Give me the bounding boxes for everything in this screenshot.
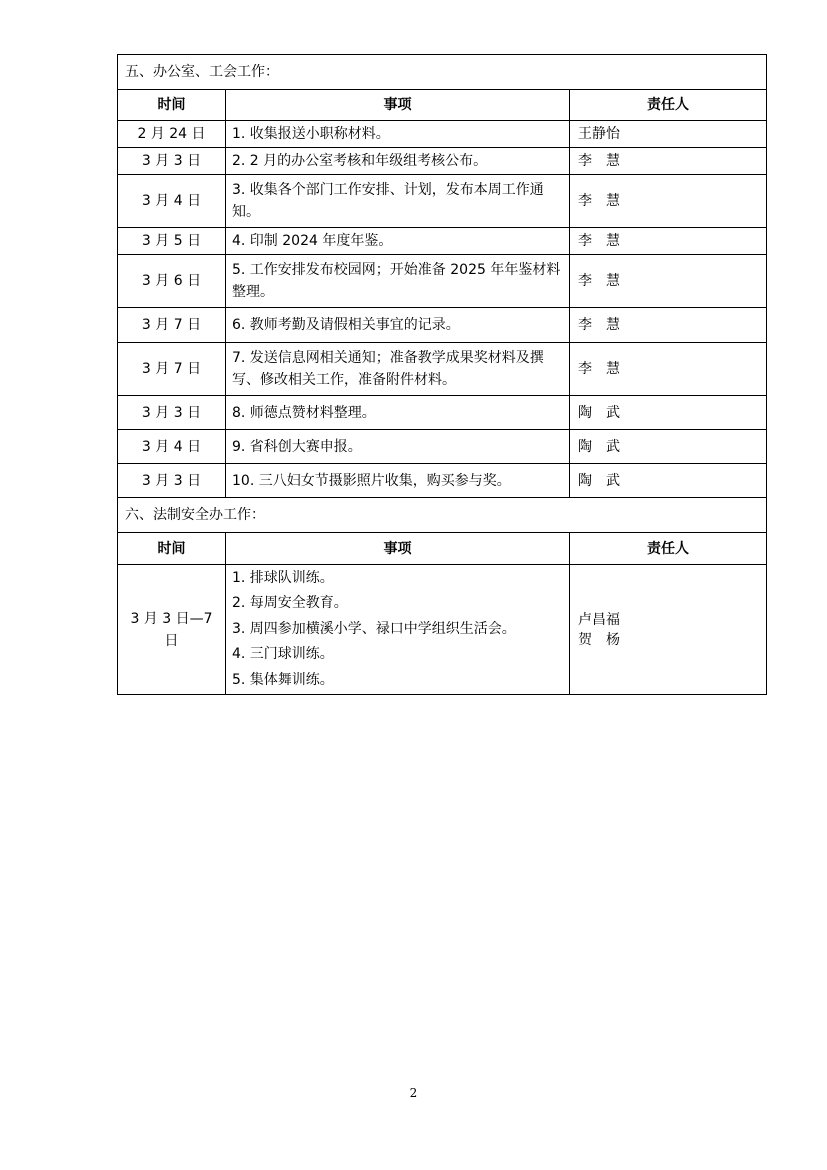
header-person: 责任人 (570, 533, 767, 565)
row-person: 李 慧 (570, 148, 767, 175)
section-5-title: 五、办公室、工会工作： (118, 55, 767, 90)
row-item: 3. 收集各个部门工作安排、计划，发布本周工作通知。 (226, 175, 570, 228)
work-schedule-table (117, 54, 767, 695)
table-row (118, 228, 767, 255)
list-item: 3. 周四参加横溪小学、禄口中学组织生活会。 (232, 620, 516, 637)
row-item: 8. 师德点赞材料整理。 (226, 396, 570, 430)
row-person: 陶 武 (570, 396, 767, 430)
row-person: 王静怡 (570, 121, 767, 148)
table-row (118, 148, 767, 175)
list-item: 4. 三门球训练。 (232, 646, 334, 663)
row-person: 李 慧 (570, 228, 767, 255)
list-item: 1. 排球队训练。 (232, 569, 334, 586)
header-item: 事项 (226, 90, 570, 121)
table-row (118, 464, 767, 498)
row-time: 3 月 5 日 (118, 228, 226, 255)
table-row (118, 255, 767, 308)
row-time: 3 月 7 日 (118, 343, 226, 396)
row-time: 3 月 3 日 (118, 396, 226, 430)
row-person: 李 慧 (570, 308, 767, 343)
row-items (226, 565, 570, 695)
row-person: 李 慧 (570, 255, 767, 308)
header-item: 事项 (226, 533, 570, 565)
section-6-title: 六、法制安全办工作： (118, 498, 767, 533)
row-person: 李 慧 (570, 175, 767, 228)
row-person: 陶 武 (570, 430, 767, 464)
row-time: 3 月 3 日—7 日 (118, 565, 226, 695)
row-item: 5. 工作安排发布校园网；开始准备 2025 年年鉴材料整理。 (226, 255, 570, 308)
header-time: 时间 (118, 533, 226, 565)
row-item: 2. 2 月的办公室考核和年级组考核公布。 (226, 148, 570, 175)
table-row (118, 396, 767, 430)
table-row (118, 430, 767, 464)
header-time: 时间 (118, 90, 226, 121)
row-item: 6. 教师考勤及请假相关事宜的记录。 (226, 308, 570, 343)
row-item: 7. 发送信息网相关通知；准备教学成果奖材料及撰写、修改相关工作，准备附件材料。 (226, 343, 570, 396)
row-person: 李 慧 (570, 343, 767, 396)
table-row (118, 343, 767, 396)
row-time: 3 月 3 日 (118, 148, 226, 175)
table-row (118, 121, 767, 148)
row-time: 3 月 4 日 (118, 175, 226, 228)
section-6-title-row (118, 498, 767, 533)
row-item: 9. 省科创大赛申报。 (226, 430, 570, 464)
row-item: 1. 收集报送小职称材料。 (226, 121, 570, 148)
table-row (118, 175, 767, 228)
row-time: 2 月 24 日 (118, 121, 226, 148)
section-5-title-row (118, 55, 767, 90)
table-row (118, 308, 767, 343)
row-item: 4. 印制 2024 年度年鉴。 (226, 228, 570, 255)
table-row (118, 565, 767, 695)
list-item: 2. 每周安全教育。 (232, 595, 348, 612)
header-person: 责任人 (570, 90, 767, 121)
row-time: 3 月 3 日 (118, 464, 226, 498)
list-item: 5. 集体舞训练。 (232, 671, 334, 688)
row-time: 3 月 7 日 (118, 308, 226, 343)
section-6-header-row (118, 533, 767, 565)
person-name: 卢昌福 (578, 611, 620, 628)
row-time: 3 月 4 日 (118, 430, 226, 464)
section-5-header-row (118, 90, 767, 121)
row-time: 3 月 6 日 (118, 255, 226, 308)
page-number: 2 (409, 1086, 418, 1100)
row-persons (570, 565, 767, 695)
person-name: 贺 杨 (578, 631, 620, 648)
row-person: 陶 武 (570, 464, 767, 498)
row-item: 10. 三八妇女节摄影照片收集，购买参与奖。 (226, 464, 570, 498)
